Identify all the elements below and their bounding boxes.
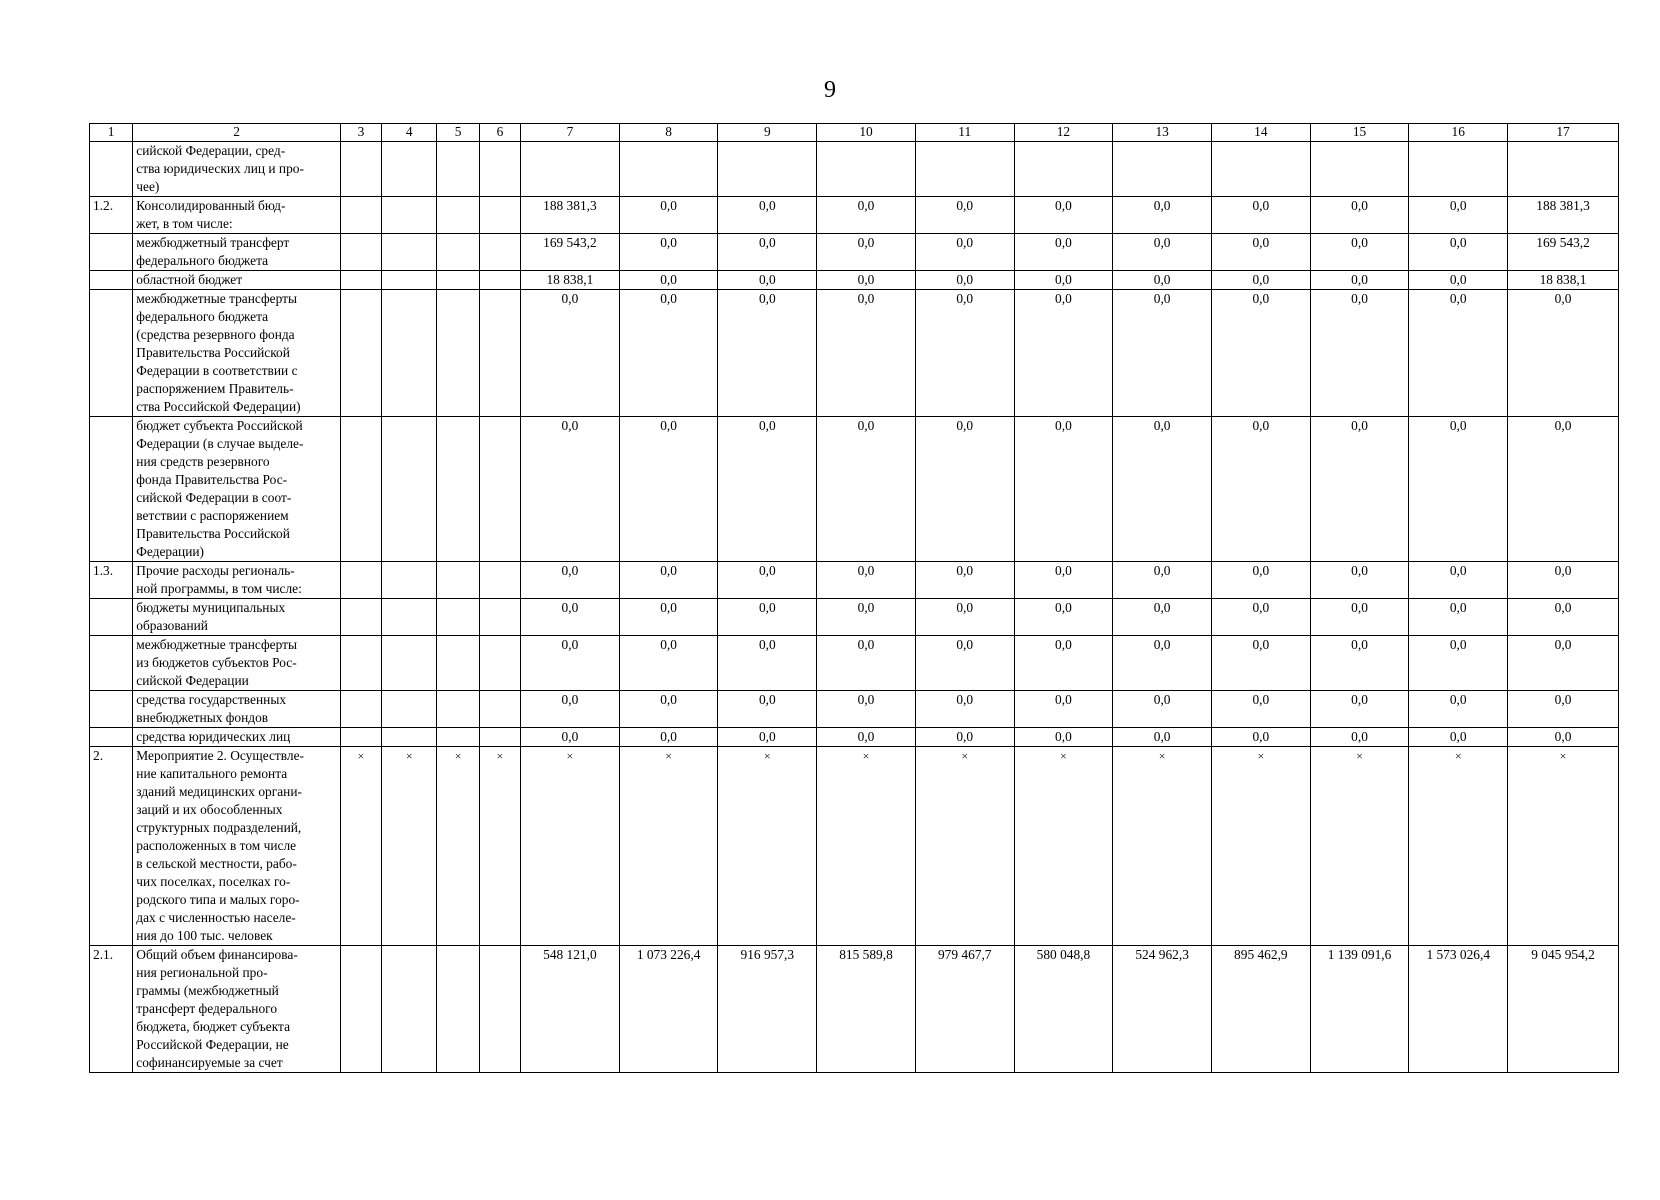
row-number-cell <box>90 636 133 691</box>
value-cell-col-16: 0,0 <box>1409 728 1508 747</box>
value-cell-col-9: 0,0 <box>718 636 817 691</box>
value-cell-col-13: 0,0 <box>1113 728 1212 747</box>
cell-col-6 <box>479 417 520 562</box>
cell-col-3: × <box>340 747 381 946</box>
value-cell-col-14: 0,0 <box>1211 417 1310 562</box>
header-cell-14: 14 <box>1211 124 1310 142</box>
value-cell-col-17: 0,0 <box>1508 691 1619 728</box>
value-cell-col-13: 0,0 <box>1113 562 1212 599</box>
value-cell-col-11 <box>915 142 1014 197</box>
cell-col-5 <box>437 728 479 747</box>
header-cell-8: 8 <box>619 124 718 142</box>
value-cell-col-10: 0,0 <box>817 234 916 271</box>
value-cell-col-10: 0,0 <box>817 271 916 290</box>
value-cell-col-10: 0,0 <box>817 599 916 636</box>
row-number-cell <box>90 142 133 197</box>
cell-col-4 <box>382 234 437 271</box>
value-cell-col-14 <box>1211 142 1310 197</box>
table-row <box>90 290 1619 417</box>
value-cell-col-12: × <box>1014 747 1113 946</box>
cell-col-3 <box>340 142 381 197</box>
value-cell-col-15: 0,0 <box>1310 417 1409 562</box>
header-cell-11: 11 <box>915 124 1014 142</box>
cell-col-6 <box>479 636 520 691</box>
value-cell-col-17: 0,0 <box>1508 562 1619 599</box>
row-number-cell <box>90 290 133 417</box>
value-cell-col-15: 0,0 <box>1310 728 1409 747</box>
header-cell-7: 7 <box>521 124 620 142</box>
table-header-row <box>90 124 1619 142</box>
row-description-cell: бюджеты муниципальных образований <box>133 599 340 636</box>
cell-col-5 <box>437 290 479 417</box>
budget-table <box>89 123 1619 1073</box>
value-cell-col-9: 0,0 <box>718 417 817 562</box>
value-cell-col-14: 0,0 <box>1211 562 1310 599</box>
value-cell-col-16: 0,0 <box>1409 562 1508 599</box>
value-cell-col-12: 0,0 <box>1014 728 1113 747</box>
table-body <box>90 124 1619 1073</box>
cell-col-5 <box>437 197 479 234</box>
cell-col-4 <box>382 290 437 417</box>
row-number-cell <box>90 234 133 271</box>
value-cell-col-16: 0,0 <box>1409 691 1508 728</box>
value-cell-col-7: 0,0 <box>521 636 620 691</box>
value-cell-col-7 <box>521 142 620 197</box>
value-cell-col-8 <box>619 142 718 197</box>
row-number-cell <box>90 599 133 636</box>
value-cell-col-7: 0,0 <box>521 599 620 636</box>
value-cell-col-15: 0,0 <box>1310 197 1409 234</box>
row-description-cell: областной бюджет <box>133 271 340 290</box>
value-cell-col-10: 0,0 <box>817 636 916 691</box>
value-cell-col-12: 0,0 <box>1014 691 1113 728</box>
value-cell-col-9: 0,0 <box>718 234 817 271</box>
value-cell-col-12: 0,0 <box>1014 417 1113 562</box>
value-cell-col-16: 0,0 <box>1409 599 1508 636</box>
header-cell-10: 10 <box>817 124 916 142</box>
value-cell-col-17: 0,0 <box>1508 599 1619 636</box>
table-row <box>90 636 1619 691</box>
value-cell-col-15 <box>1310 142 1409 197</box>
row-number-cell <box>90 728 133 747</box>
table-row <box>90 271 1619 290</box>
cell-col-4 <box>382 599 437 636</box>
header-cell-4: 4 <box>382 124 437 142</box>
value-cell-col-14: 0,0 <box>1211 599 1310 636</box>
value-cell-col-8: × <box>619 747 718 946</box>
value-cell-col-14: 0,0 <box>1211 290 1310 417</box>
header-cell-12: 12 <box>1014 124 1113 142</box>
row-description-cell: средства юридических лиц <box>133 728 340 747</box>
value-cell-col-16: 0,0 <box>1409 290 1508 417</box>
value-cell-col-7: 0,0 <box>521 290 620 417</box>
cell-col-5 <box>437 562 479 599</box>
value-cell-col-10 <box>817 142 916 197</box>
value-cell-col-10: 0,0 <box>817 417 916 562</box>
value-cell-col-16: 0,0 <box>1409 417 1508 562</box>
value-cell-col-15: 1 139 091,6 <box>1310 946 1409 1073</box>
value-cell-col-13: × <box>1113 747 1212 946</box>
value-cell-col-9: × <box>718 747 817 946</box>
value-cell-col-12: 0,0 <box>1014 290 1113 417</box>
row-number-cell <box>90 691 133 728</box>
cell-col-4 <box>382 691 437 728</box>
value-cell-col-15: 0,0 <box>1310 271 1409 290</box>
table-row <box>90 599 1619 636</box>
cell-col-3 <box>340 636 381 691</box>
value-cell-col-10: 0,0 <box>817 728 916 747</box>
value-cell-col-16 <box>1409 142 1508 197</box>
value-cell-col-14: 895 462,9 <box>1211 946 1310 1073</box>
row-number-cell: 1.3. <box>90 562 133 599</box>
value-cell-col-9: 0,0 <box>718 691 817 728</box>
value-cell-col-13: 0,0 <box>1113 599 1212 636</box>
value-cell-col-14: 0,0 <box>1211 234 1310 271</box>
value-cell-col-7: 188 381,3 <box>521 197 620 234</box>
cell-col-6 <box>479 290 520 417</box>
value-cell-col-9: 0,0 <box>718 562 817 599</box>
cell-col-3 <box>340 271 381 290</box>
value-cell-col-11: 0,0 <box>915 197 1014 234</box>
header-cell-2: 2 <box>133 124 340 142</box>
value-cell-col-13: 0,0 <box>1113 417 1212 562</box>
value-cell-col-9: 0,0 <box>718 197 817 234</box>
header-cell-17: 17 <box>1508 124 1619 142</box>
cell-col-5 <box>437 946 479 1073</box>
row-description-cell: сийской Федерации, сред- ства юридических лиц и про- чее) <box>133 142 340 197</box>
row-description-cell: межбюджетные трансферты из бюджетов субъектов Рос- сийской Федерации <box>133 636 340 691</box>
value-cell-col-11: 0,0 <box>915 271 1014 290</box>
value-cell-col-16: 0,0 <box>1409 234 1508 271</box>
value-cell-col-15: × <box>1310 747 1409 946</box>
value-cell-col-17: 0,0 <box>1508 636 1619 691</box>
value-cell-col-14: 0,0 <box>1211 728 1310 747</box>
value-cell-col-8: 0,0 <box>619 197 718 234</box>
value-cell-col-7: 0,0 <box>521 691 620 728</box>
cell-col-3 <box>340 599 381 636</box>
value-cell-col-17: 0,0 <box>1508 417 1619 562</box>
value-cell-col-8: 0,0 <box>619 562 718 599</box>
row-description-cell: межбюджетные трансферты федерального бюджета (средства резервного фонда Правительства Российской Федерации в соответствии с распоряжением Правитель- ства Российской Федерации) <box>133 290 340 417</box>
value-cell-col-7: 0,0 <box>521 562 620 599</box>
value-cell-col-17: × <box>1508 747 1619 946</box>
cell-col-6 <box>479 691 520 728</box>
value-cell-col-11: 0,0 <box>915 599 1014 636</box>
value-cell-col-12: 0,0 <box>1014 234 1113 271</box>
value-cell-col-17 <box>1508 142 1619 197</box>
value-cell-col-14: 0,0 <box>1211 271 1310 290</box>
table-row <box>90 747 1619 946</box>
table-row <box>90 197 1619 234</box>
cell-col-6 <box>479 599 520 636</box>
cell-col-5 <box>437 142 479 197</box>
cell-col-3 <box>340 562 381 599</box>
cell-col-4 <box>382 636 437 691</box>
value-cell-col-11: 0,0 <box>915 691 1014 728</box>
header-cell-15: 15 <box>1310 124 1409 142</box>
cell-col-5 <box>437 271 479 290</box>
value-cell-col-13: 0,0 <box>1113 290 1212 417</box>
value-cell-col-7: 18 838,1 <box>521 271 620 290</box>
cell-col-4: × <box>382 747 437 946</box>
value-cell-col-12: 0,0 <box>1014 599 1113 636</box>
cell-col-4 <box>382 142 437 197</box>
cell-col-4 <box>382 417 437 562</box>
row-number-cell: 2.1. <box>90 946 133 1073</box>
value-cell-col-14: 0,0 <box>1211 691 1310 728</box>
cell-col-6 <box>479 142 520 197</box>
cell-col-6 <box>479 728 520 747</box>
row-description-cell: бюджет субъекта Российской Федерации (в случае выделе- ния средств резервного фонда Правительства Рос- сийской Федерации в соот- ветствии с распоряжением Правительства Российской Федерации) <box>133 417 340 562</box>
cell-col-6 <box>479 562 520 599</box>
row-number-cell <box>90 417 133 562</box>
row-number-cell: 1.2. <box>90 197 133 234</box>
table-row <box>90 142 1619 197</box>
row-description-cell: Прочие расходы региональ- ной программы, в том числе: <box>133 562 340 599</box>
cell-col-3 <box>340 728 381 747</box>
value-cell-col-16: 1 573 026,4 <box>1409 946 1508 1073</box>
cell-col-4 <box>382 197 437 234</box>
value-cell-col-13: 0,0 <box>1113 691 1212 728</box>
header-cell-16: 16 <box>1409 124 1508 142</box>
value-cell-col-11: 0,0 <box>915 728 1014 747</box>
cell-col-5 <box>437 234 479 271</box>
cell-col-5 <box>437 417 479 562</box>
value-cell-col-11: 0,0 <box>915 636 1014 691</box>
value-cell-col-8: 1 073 226,4 <box>619 946 718 1073</box>
value-cell-col-17: 188 381,3 <box>1508 197 1619 234</box>
value-cell-col-7: 169 543,2 <box>521 234 620 271</box>
value-cell-col-10: × <box>817 747 916 946</box>
cell-col-3 <box>340 197 381 234</box>
value-cell-col-11: 0,0 <box>915 562 1014 599</box>
table-row <box>90 417 1619 562</box>
cell-col-6: × <box>479 747 520 946</box>
value-cell-col-8: 0,0 <box>619 691 718 728</box>
value-cell-col-13: 0,0 <box>1113 197 1212 234</box>
cell-col-5 <box>437 691 479 728</box>
value-cell-col-8: 0,0 <box>619 636 718 691</box>
value-cell-col-14: 0,0 <box>1211 636 1310 691</box>
value-cell-col-16: 0,0 <box>1409 636 1508 691</box>
value-cell-col-9: 916 957,3 <box>718 946 817 1073</box>
value-cell-col-12: 0,0 <box>1014 636 1113 691</box>
value-cell-col-11: 0,0 <box>915 234 1014 271</box>
value-cell-col-8: 0,0 <box>619 290 718 417</box>
cell-col-5 <box>437 636 479 691</box>
value-cell-col-12: 0,0 <box>1014 197 1113 234</box>
header-cell-6: 6 <box>479 124 520 142</box>
header-cell-13: 13 <box>1113 124 1212 142</box>
cell-col-3 <box>340 290 381 417</box>
value-cell-col-11: 979 467,7 <box>915 946 1014 1073</box>
cell-col-4 <box>382 728 437 747</box>
header-cell-3: 3 <box>340 124 381 142</box>
value-cell-col-12: 580 048,8 <box>1014 946 1113 1073</box>
value-cell-col-15: 0,0 <box>1310 599 1409 636</box>
table-row <box>90 562 1619 599</box>
cell-col-3 <box>340 946 381 1073</box>
cell-col-5: × <box>437 747 479 946</box>
value-cell-col-17: 18 838,1 <box>1508 271 1619 290</box>
value-cell-col-17: 0,0 <box>1508 290 1619 417</box>
value-cell-col-11: × <box>915 747 1014 946</box>
row-description-cell: межбюджетный трансферт федерального бюджета <box>133 234 340 271</box>
cell-col-4 <box>382 562 437 599</box>
value-cell-col-7: × <box>521 747 620 946</box>
cell-col-6 <box>479 234 520 271</box>
value-cell-col-13: 0,0 <box>1113 271 1212 290</box>
value-cell-col-13: 0,0 <box>1113 234 1212 271</box>
value-cell-col-8: 0,0 <box>619 417 718 562</box>
value-cell-col-15: 0,0 <box>1310 234 1409 271</box>
cell-col-6 <box>479 197 520 234</box>
value-cell-col-17: 9 045 954,2 <box>1508 946 1619 1073</box>
cell-col-6 <box>479 946 520 1073</box>
value-cell-col-14: × <box>1211 747 1310 946</box>
value-cell-col-7: 0,0 <box>521 417 620 562</box>
value-cell-col-10: 0,0 <box>817 691 916 728</box>
value-cell-col-16: 0,0 <box>1409 197 1508 234</box>
value-cell-col-13: 0,0 <box>1113 636 1212 691</box>
row-description-cell: Мероприятие 2. Осуществле- ние капитального ремонта зданий медицинских органи- заций и их обособленных структурных подразделений, расположенных в том числе в сельской местности, рабо- чих поселках, поселках го- родского типа и малых горо- дах с численностью населе- ния до 100 тыс. человек <box>133 747 340 946</box>
value-cell-col-11: 0,0 <box>915 290 1014 417</box>
header-cell-9: 9 <box>718 124 817 142</box>
cell-col-4 <box>382 946 437 1073</box>
cell-col-3 <box>340 234 381 271</box>
value-cell-col-15: 0,0 <box>1310 636 1409 691</box>
table-row <box>90 728 1619 747</box>
row-number-cell <box>90 271 133 290</box>
value-cell-col-12 <box>1014 142 1113 197</box>
value-cell-col-16: × <box>1409 747 1508 946</box>
value-cell-col-12: 0,0 <box>1014 562 1113 599</box>
value-cell-col-13 <box>1113 142 1212 197</box>
value-cell-col-10: 0,0 <box>817 290 916 417</box>
value-cell-col-9: 0,0 <box>718 271 817 290</box>
header-cell-1: 1 <box>90 124 133 142</box>
value-cell-col-8: 0,0 <box>619 599 718 636</box>
value-cell-col-17: 169 543,2 <box>1508 234 1619 271</box>
row-description-cell: средства государственных внебюджетных фондов <box>133 691 340 728</box>
value-cell-col-17: 0,0 <box>1508 728 1619 747</box>
value-cell-col-9: 0,0 <box>718 290 817 417</box>
value-cell-col-15: 0,0 <box>1310 562 1409 599</box>
value-cell-col-12: 0,0 <box>1014 271 1113 290</box>
value-cell-col-7: 548 121,0 <box>521 946 620 1073</box>
value-cell-col-16: 0,0 <box>1409 271 1508 290</box>
value-cell-col-10: 0,0 <box>817 197 916 234</box>
table-row <box>90 946 1619 1073</box>
value-cell-col-8: 0,0 <box>619 728 718 747</box>
value-cell-col-9: 0,0 <box>718 728 817 747</box>
table-row <box>90 234 1619 271</box>
cell-col-5 <box>437 599 479 636</box>
row-description-cell: Консолидированный бюд- жет, в том числе: <box>133 197 340 234</box>
value-cell-col-7: 0,0 <box>521 728 620 747</box>
table-row <box>90 691 1619 728</box>
value-cell-col-10: 815 589,8 <box>817 946 916 1073</box>
row-number-cell: 2. <box>90 747 133 946</box>
row-description-cell: Общий объем финансирова- ния региональной про- граммы (межбюджетный трансферт федерального бюджета, бюджет субъекта Российской Федерации, не софинансируемые за счет <box>133 946 340 1073</box>
value-cell-col-13: 524 962,3 <box>1113 946 1212 1073</box>
value-cell-col-15: 0,0 <box>1310 290 1409 417</box>
value-cell-col-8: 0,0 <box>619 271 718 290</box>
value-cell-col-11: 0,0 <box>915 417 1014 562</box>
page-number: 9 <box>824 77 836 103</box>
header-cell-5: 5 <box>437 124 479 142</box>
cell-col-3 <box>340 691 381 728</box>
value-cell-col-15: 0,0 <box>1310 691 1409 728</box>
value-cell-col-10: 0,0 <box>817 562 916 599</box>
value-cell-col-9 <box>718 142 817 197</box>
cell-col-4 <box>382 271 437 290</box>
cell-col-6 <box>479 271 520 290</box>
value-cell-col-14: 0,0 <box>1211 197 1310 234</box>
value-cell-col-9: 0,0 <box>718 599 817 636</box>
value-cell-col-8: 0,0 <box>619 234 718 271</box>
cell-col-3 <box>340 417 381 562</box>
